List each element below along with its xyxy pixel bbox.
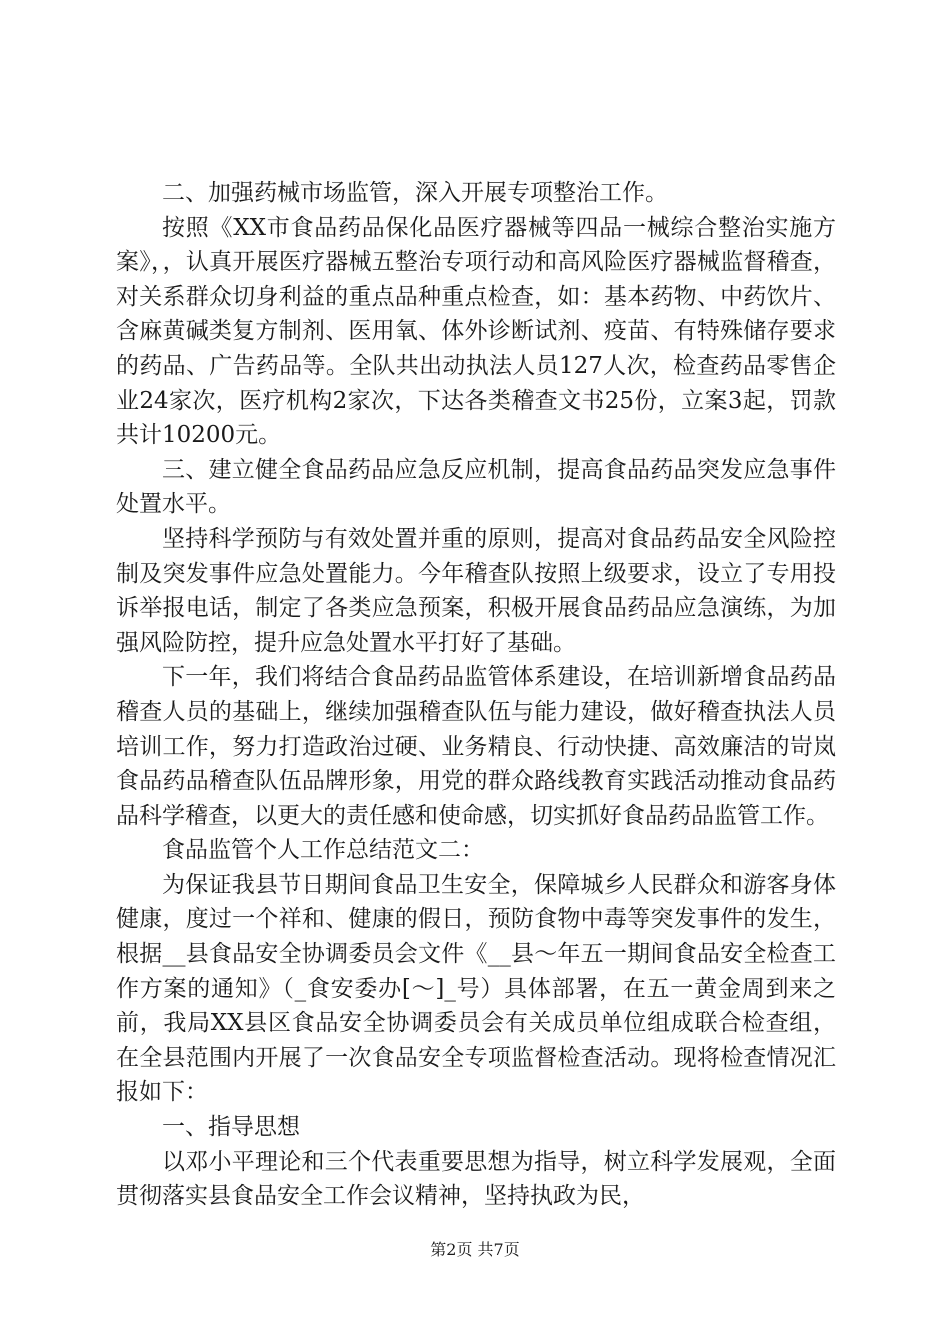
page-number-footer: 第2页 共7页 [430,1240,520,1259]
paragraph: 下一年，我们将结合食品药品监管体系建设，在培训新增食品药品稽查人员的基础上，继续加强稽查队伍与能力建设，做好稽查执法人员培训工作，努力打造政治过硬、业务精良、行动快捷、高效廉洁的岢岚食品药品稽查队伍品牌形象，用党的群众路线教育实践活动推动食品药品科学稽查，以更大的责任感和使命感，切实抓好食品药品监管工作。 [116,664,836,829]
section-heading-1: 一、指导思想 [162,1114,300,1141]
paragraph: 为保证我县节日期间食品卫生安全，保障城乡人民群众和游客身体健康，度过一个祥和、健康的假日，预防食物中毒等突发事件的发生，根据__县食品安全协调委员会文件《__县～年五一期间食品安全检查工作方案的通知》（_食安委办[～]_号）具体部署，在五一黄金周到来之前，我局XX县区食品安全协调委员会有关成员单位组成联合检查组，在全县范围内开展了一次食品安全专项监督检查活动。现将检查情况汇报如下： [116,871,836,1106]
paragraph: 坚持科学预防与有效处置并重的原则，提高对食品药品安全风险控制及突发事件应急处置能力。今年稽查队按照上级要求，设立了专用投诉举报电话，制定了各类应急预案，积极开展食品药品应急演练，为加强风险防控，提升应急处置水平打好了基础。 [116,525,836,656]
paragraph: 按照《XX市食品药品保化品医疗器械等四品一械综合整治实施方案》，，认真开展医疗器械五整治专项行动和高风险医疗器械监督稽查，对关系群众切身利益的重点品种重点检查，如：基本药物、中药饮片、含麻黄碱类复方制剂、医用氧、体外诊断试剂、疫苗、有特殊储存要求的药品、广告药品等。全队共出动执法人员127人次，检查药品零售企业24家次，医疗机构2家次，下达各类稽查文书25份，立案3起，罚款共计10200元。 [116,214,836,449]
article-title: 食品监管个人工作总结范文二： [162,837,484,864]
document-body [116,176,836,1214]
paragraph: 以邓小平理论和三个代表重要思想为指导，树立科学发展观，全面贯彻落实县食品安全工作会议精神，坚持执政为民， [116,1148,836,1210]
section-heading-3: 三、建立健全食品药品应急反应机制，提高食品药品突发应急事件处置水平。 [116,456,836,518]
section-heading-2: 二、加强药械市场监管，深入开展专项整治工作。 [162,180,668,206]
